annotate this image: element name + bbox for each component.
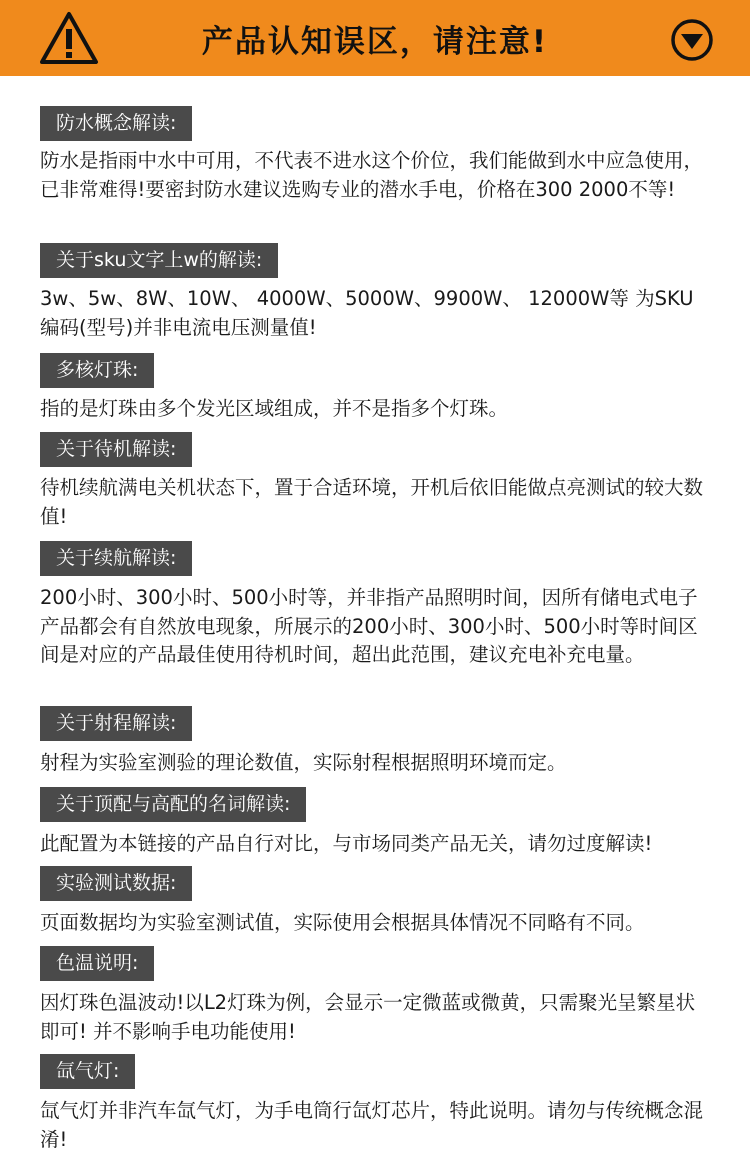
section-text: 页面数据均为实验室测试值，实际使用会根据具体情况不同略有不同。 xyxy=(40,911,645,934)
section-text: 氙气灯并非汽车氙气灯，为手电筒行氙灯芯片，特此说明。请勿与传统概念混淆! xyxy=(40,1099,704,1151)
section-text: 此配置为本链接的产品自行对比，与市场同类产品无关，请勿过度解读! xyxy=(40,832,653,855)
section-standby xyxy=(0,432,750,531)
section-label: 多核灯珠: xyxy=(40,353,154,388)
section-label: 关于续航解读: xyxy=(40,541,192,576)
section-text: 指的是灯珠由多个发光区域组成，并不是指多个灯珠。 xyxy=(40,397,509,420)
section-endurance xyxy=(0,541,750,670)
section-config-terms xyxy=(0,787,750,859)
chevron-down-circle-icon[interactable] xyxy=(670,18,714,62)
section-text: 射程为实验室测验的理论数值，实际射程根据照明环境而定。 xyxy=(40,751,567,774)
section-text: 200小时、300小时、500小时等，并非指产品照明时间，因所有储电式电子产品都会有自然放电现象，所展示的200小时、300小时、500小时等时间区间是对应的产品最佳使用待机时间，超出此范围，建议充电补充电量。 xyxy=(40,586,698,666)
section-waterproof xyxy=(0,106,750,204)
page-title: 产品认知误区，请注意! xyxy=(201,23,549,60)
section-text: 3w、5w、8W、10W、 4000W、5000W、9900W、 12000W等 为SKU编码(型号)并非电流电压测量值! xyxy=(40,287,694,339)
warning-triangle-icon xyxy=(38,10,100,66)
section-color-temp xyxy=(0,946,750,1046)
section-test-data xyxy=(0,866,750,938)
section-label: 氙气灯: xyxy=(40,1054,135,1089)
section-text: 因灯珠色温波动!以L2灯珠为例，会显示一定微蓝或微黄，只需聚光呈繁星状即可! 并不影响手电功能使用! xyxy=(40,991,696,1043)
section-text: 防水是指雨中水中可用，不代表不进水这个价位，我们能做到水中应急使用，已非常难得!要密封防水建议选购专业的潜水手电，价格在300 2000不等! xyxy=(40,149,704,201)
section-label: 防水概念解读: xyxy=(40,106,192,141)
section-sku xyxy=(0,243,750,342)
section-label: 关于射程解读: xyxy=(40,706,192,741)
header-banner xyxy=(0,0,750,76)
section-label: 关于sku文字上w的解读: xyxy=(40,243,278,278)
section-label: 关于待机解读: xyxy=(40,432,192,467)
section-range xyxy=(0,706,750,778)
section-text: 待机续航满电关机状态下，置于合适环境，开机后依旧能做点亮测试的较大数值! xyxy=(40,476,704,528)
section-label: 关于顶配与高配的名词解读: xyxy=(40,787,306,822)
section-label: 色温说明: xyxy=(40,946,154,981)
section-xenon xyxy=(0,1054,750,1154)
section-label: 实验测试数据: xyxy=(40,866,192,901)
section-multicore xyxy=(0,353,750,424)
